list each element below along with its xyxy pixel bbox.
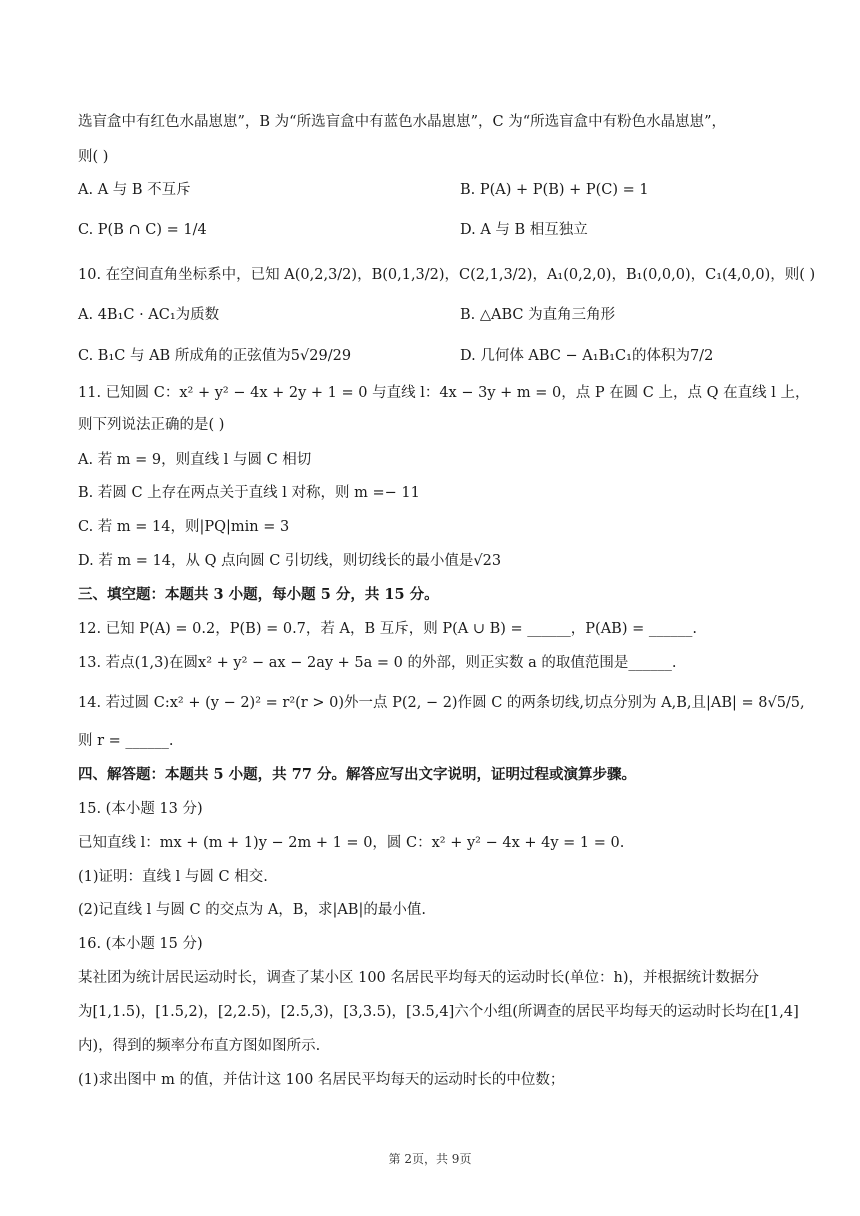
question-12: 12. 已知 P(A) = 0.2，P(B) = 0.7，若 A，B 互斥，则 P(A ∪ B) = ______，P(AB) = ______. [78,621,697,637]
text-line: (2)记直线 l 与圆 C 的交点为 A，B，求|AB|的最小值. [78,902,426,918]
text-line: 内)，得到的频率分布直方图如图所示. [78,1038,321,1054]
option-c: C. 若 m = 14，则|PQ|min = 3 [78,519,290,535]
option-a: A. 若 m = 9，则直线 l 与圆 C 相切 [78,452,312,468]
page-footer: 第 2页，共 9页 [388,1152,472,1166]
question-15: 15. (本小题 13 分) [78,801,203,817]
option-b: B. P(A) + P(B) + P(C) = 1 [460,182,649,198]
text-line: (1)证明：直线 l 与圆 C 相交. [78,869,268,885]
option-a: A. 4B₁C · AC₁为质数 [78,307,220,323]
option-c: C. P(B ∩ C) = 1/4 [78,222,207,238]
option-row [78,305,790,325]
question-11: 11. 已知圆 C：x² + y² − 4x + 2y + 1 = 0 与直线 l：4x − 3y + m = 0，点 P 在圆 C 上，点 Q 在直线 l 上， [78,385,810,401]
option-b: B. 若圆 C 上存在两点关于直线 l 对称，则 m =− 11 [78,485,420,501]
text-line: 则( ) [78,149,109,165]
text-line: (1)求出图中 m 的值，并估计这 100 名居民平均每天的运动时长的中位数； [78,1072,565,1088]
section-heading: 四、解答题：本题共 5 小题，共 77 分。解答应写出文字说明，证明过程或演算步骤。 [78,766,636,783]
option-c: C. B₁C 与 AB 所成角的正弦值为5√29/29 [78,348,352,364]
option-a: A. A 与 B 不互斥 [78,182,191,198]
text-line: 为[1,1.5)，[1.5,2)，[2,2.5)，[2.5,3)，[3,3.5)，[3.5,4]六个小组(所调查的居民平均每天的运动时长均在[1,4] [78,1004,799,1020]
question-16: 16. (本小题 15 分) [78,936,203,952]
text-line: 某社团为统计居民运动时长，调查了某小区 100 名居民平均每天的运动时长(单位：h)，并根据统计数据分 [78,970,760,986]
option-d: D. A 与 B 相互独立 [460,222,588,238]
text-line: 已知直线 l：mx + (m + 1)y − 2m + 1 = 0，圆 C：x² + y² − 4x + 4y = 1 = 0. [78,835,625,851]
question-13: 13. 若点(1,3)在圆x² + y² − ax − 2ay + 5a = 0 的外部，则正实数 a 的取值范围是______. [78,655,677,671]
option-row [78,346,790,366]
text-line: 选盲盒中有红色水晶崽崽”，B 为“所选盲盒中有蓝色水晶崽崽”，C 为“所选盲盒中有粉色水晶崽崽”， [78,114,727,130]
text-line: 则下列说法正确的是( ) [78,417,225,433]
option-row [78,180,790,200]
option-d: D. 若 m = 14，从 Q 点向圆 C 引切线，则切线长的最小值是√23 [78,553,502,569]
section-heading: 三、填空题：本题共 3 小题，每小题 5 分，共 15 分。 [78,586,439,603]
question-14: 14. 若过圆 C:x² + (y − 2)² = r²(r > 0)外一点 P(2, − 2)作圆 C 的两条切线,切点分别为 A,B,且|AB| = 8√5/5, [78,695,805,711]
option-b: B. △ABC 为直角三角形 [460,307,616,323]
question-10: 10. 在空间直角坐标系中，已知 A(0,2,3/2)，B(0,1,3/2)，C(2,1,3/2)，A₁(0,2,0)，B₁(0,0,0)，C₁(4,0,0)，则( ) [78,267,816,283]
text-line: 则 r = ______. [78,733,174,749]
option-d: D. 几何体 ABC − A₁B₁C₁的体积为7/2 [460,348,714,364]
option-row [78,220,790,240]
